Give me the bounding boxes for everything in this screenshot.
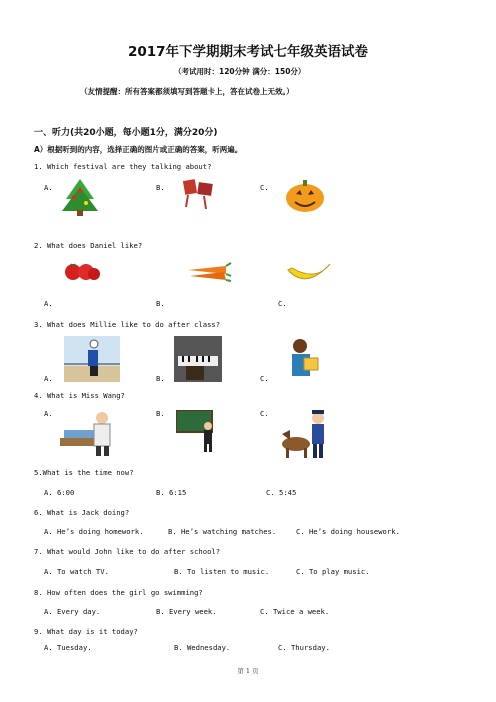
- page-footer: 第 1 页: [237, 667, 259, 675]
- part-a-instructions: A）根据听到的内容，选择正确的图片或正确的答案，听两遍。: [34, 145, 243, 154]
- piano-icon: [174, 336, 222, 382]
- christmas-tree-icon: [60, 177, 100, 217]
- q7-option-a: A. To watch TV.: [44, 567, 109, 576]
- q6-option-a: A. He’s doing homework.: [44, 527, 144, 536]
- question-6: 6. What is Jack doing?: [34, 508, 130, 517]
- q1-option-b: B.: [156, 183, 165, 192]
- teacher-icon: [176, 410, 220, 452]
- q5-option-a: A. 6:00: [44, 488, 75, 497]
- q1-option-c: C.: [260, 183, 269, 192]
- tomatoes-icon: [64, 260, 100, 282]
- q6-option-b: B. He’s watching matches.: [168, 527, 277, 536]
- q1-option-a: A.: [44, 183, 53, 192]
- q3-option-c: C.: [260, 374, 269, 383]
- q6-option-c: C. He’s doing housework.: [296, 527, 400, 536]
- q9-option-a: A. Tuesday.: [44, 643, 92, 652]
- question-1: 1. Which festival are they talking about?: [34, 162, 212, 171]
- pumpkin-icon: [284, 178, 326, 214]
- exam-info: （考试用时：120分钟 满分：150分）: [174, 67, 306, 76]
- question-2: 2. What does Daniel like?: [34, 241, 143, 250]
- q2-option-a: A.: [44, 299, 53, 308]
- q7-option-b: B. To listen to music.: [174, 567, 270, 576]
- question-8: 8. How often does the girl go swimming?: [34, 588, 203, 597]
- q2-option-c: C.: [278, 299, 287, 308]
- q4-option-c: C.: [260, 409, 269, 418]
- reminder: （友情提醒：所有答案都须填写到答题卡上，答在试卷上无效。）: [80, 87, 294, 96]
- q3-option-a: A.: [44, 374, 53, 383]
- doctor-icon: [60, 408, 120, 458]
- q5-option-b: B. 6:15: [156, 488, 187, 497]
- q2-option-b: B.: [156, 299, 165, 308]
- page-title: 2017年下学期期末考试七年级英语试卷: [127, 44, 369, 60]
- q3-option-b: B.: [156, 374, 165, 383]
- carrots-icon: [186, 262, 232, 282]
- q9-option-c: C. Thursday.: [278, 643, 330, 652]
- q7-option-c: C. To play music.: [296, 567, 370, 576]
- question-4: 4. What is Miss Wang?: [34, 391, 125, 400]
- q8-option-c: C. Twice a week.: [260, 607, 330, 616]
- q8-option-a: A. Every day.: [44, 607, 101, 616]
- reading-girl-icon: [286, 338, 322, 382]
- banana-icon: [286, 260, 332, 288]
- question-9: 9. What day is it today?: [34, 627, 138, 636]
- volleyball-icon: [64, 336, 120, 382]
- q4-option-b: B.: [156, 409, 165, 418]
- q8-option-b: B. Every week.: [156, 607, 217, 616]
- chinese-knot-icon: [178, 177, 218, 211]
- q5-option-c: C. 5:45: [266, 488, 297, 497]
- police-dog-icon: [280, 410, 332, 462]
- q9-option-b: B. Wednesday.: [174, 643, 231, 652]
- question-5: 5.What is the time now?: [34, 468, 134, 477]
- section-heading: 一、听力(共20小题，每小题1分，满分20分): [34, 128, 218, 138]
- q4-option-a: A.: [44, 409, 53, 418]
- question-7: 7. What would John like to do after school?: [34, 547, 221, 556]
- question-3: 3. What does Millie like to do after class?: [34, 320, 221, 329]
